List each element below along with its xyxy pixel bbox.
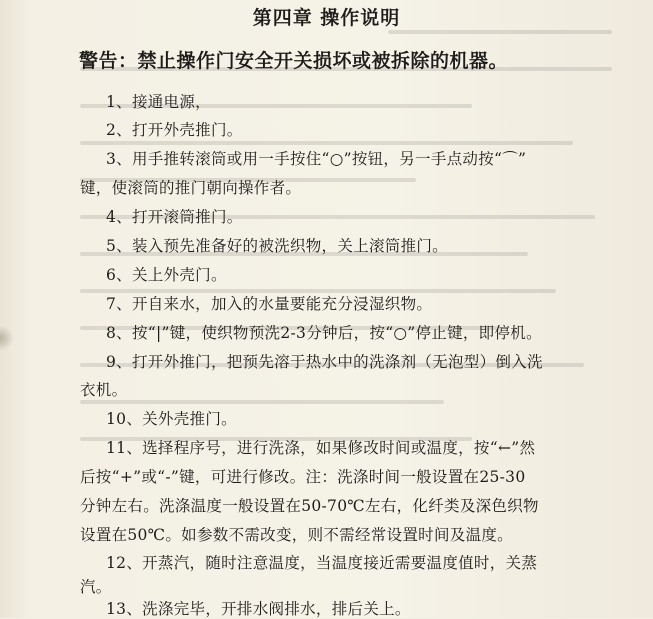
step-line: 9、打开外推门，把预先溶于热水中的洗涤剂（无泡型）倒入洗: [106, 353, 543, 371]
step-line: 分钟左右。洗涤温度一般设置在50-70℃左右，化纤类及深色织物: [80, 497, 539, 515]
step-line: 汽。: [80, 578, 112, 596]
step-line: 13、洗涤完毕，开排水阀排水，排后关上。: [106, 600, 411, 618]
step-line: 5、装入预先准备好的被洗织物，关上滚筒推门。: [106, 237, 448, 255]
page-crease: [0, 325, 14, 351]
warning-text: 警告：禁止操作门安全开关损坏或被拆除的机器。: [79, 50, 509, 72]
chapter-title: 第四章 操作说明: [252, 7, 401, 29]
step-line: 2、打开外壳推门。: [106, 121, 243, 139]
step-line: 12、开蒸汽，随时注意温度，当温度接近需要温度值时，关蒸: [106, 554, 538, 572]
step-line: 10、关外壳推门。: [106, 410, 237, 428]
step-line: 4、打开滚筒推门。: [106, 208, 243, 226]
step-line: 后按“+”或“-”键，可进行修改。注：洗涤时间一般设置在25-30: [80, 468, 526, 486]
step-line: 8、按“|”键，使织物预洗2-3分钟后，按“○”停止键，即停机。: [106, 324, 542, 342]
step-line: 设置在50℃。如参数不需改变，则不需经常设置时间及温度。: [80, 526, 513, 544]
step-line: 11、选择程序号，进行洗涤，如果修改时间或温度，按“←”然: [106, 439, 536, 457]
step-line: 衣机。: [80, 381, 128, 399]
step-line: 1、接通电源，: [106, 93, 211, 111]
step-line: 7、开自来水，加入的水量要能充分浸湿织物。: [106, 295, 433, 313]
step-line: 6、关上外壳门。: [106, 266, 227, 284]
step-line: 3、用手推转滚筒或用一手按住“○”按钮，另一手点动按“⌒”: [106, 150, 527, 168]
step-line: 键，使滚筒的推门朝向操作者。: [80, 179, 302, 197]
